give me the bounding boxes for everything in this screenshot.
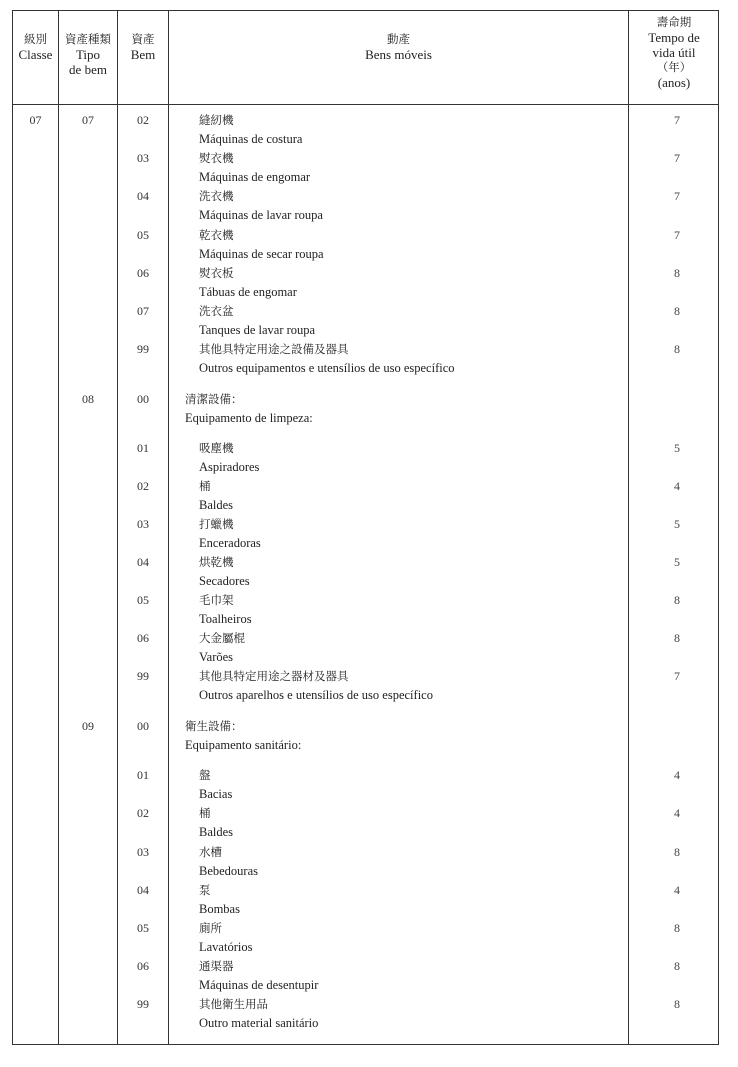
bem-code: 99 [137,342,149,356]
bem-code: 03 [137,151,149,165]
item-name-pt: Tanques de lavar roupa [199,323,316,337]
tipo-code: 08 [82,392,94,406]
item-name-zh: 打蠟機 [199,517,234,531]
item-name-zh: 洗衣盆 [199,304,234,318]
header-vida-util [629,15,719,90]
vida-util-value: 8 [674,959,680,973]
vida-util-value: 8 [674,631,680,645]
item-name-zh: 其他具特定用途之設備及器具 [199,342,349,356]
group-heading-zh: 衛生設備： [185,719,243,733]
bem-code: 02 [137,479,149,493]
vida-util-value: 7 [674,113,680,127]
item-name-zh: 縫紉機 [199,113,234,127]
bem-code: 06 [137,959,149,973]
header-vida-pt2: vida útil [652,45,696,60]
bem-code: 05 [137,593,149,607]
header-tipo-zh: 資產種類 [65,32,111,46]
item-name-zh: 吸塵機 [199,441,234,455]
bem-code: 03 [137,517,149,531]
vida-util-value: 8 [674,342,680,356]
vida-util-value: 8 [674,845,680,859]
bem-code: 05 [137,921,149,935]
item-name-pt: Toalheiros [199,612,252,626]
item-name-pt: Outros aparelhos e utensílios de uso específico [199,688,433,702]
item-name-pt: Enceradoras [199,536,261,550]
group-heading-pt: Equipamento sanitário: [185,738,302,752]
classe-code: 07 [29,113,42,127]
item-name-zh: 泵 [199,883,211,897]
header-bens-moveis [169,32,628,62]
bem-code: 04 [137,555,149,569]
bem-code: 01 [137,441,149,455]
item-name-zh: 洗衣機 [199,189,234,203]
item-name-zh: 廁所 [199,921,222,935]
header-movel-pt: Bens móveis [365,47,432,62]
bem-code: 02 [137,806,149,820]
vida-util-value: 8 [674,266,680,280]
item-name-pt: Outros equipamentos e utensílios de uso específico [199,361,455,375]
tipo-code: 09 [82,719,94,733]
group-heading-pt: Equipamento de limpeza: [185,411,313,425]
item-name-pt: Outro material sanitário [199,1016,319,1030]
header-vida-unit-pt: (anos) [657,75,691,90]
item-name-pt: Máquinas de desentupir [199,978,319,992]
item-name-zh: 其他衛生用品 [199,997,268,1011]
bem-code: 06 [137,631,149,645]
vida-util-value: 8 [674,997,680,1011]
item-name-pt: Baldes [199,498,234,512]
header-classe-zh: 級別 [24,32,47,46]
item-name-pt: Tábuas de engomar [199,285,297,299]
item-name-pt: Máquinas de engomar [199,170,311,184]
item-name-zh: 桶 [199,479,211,493]
item-name-pt: Bebedouras [199,864,259,878]
bem-code: 01 [137,768,149,782]
vida-util-value: 5 [674,517,680,531]
vida-util-value: 8 [674,593,680,607]
vida-util-value: 7 [674,228,680,242]
item-name-pt: Secadores [199,574,250,588]
header-movel-zh: 動產 [387,32,410,46]
item-name-pt: Bombas [199,902,240,916]
item-name-zh: 盤 [199,768,211,782]
item-name-pt: Baldes [199,825,234,839]
group-heading-zh: 清潔設備： [185,392,243,406]
vida-util-value: 8 [674,304,680,318]
item-name-zh: 桶 [199,806,211,820]
item-name-zh: 其他具特定用途之器材及器具 [199,669,349,683]
item-name-zh: 水槽 [199,845,222,859]
vida-util-value: 5 [674,555,680,569]
header-bem-pt: Bem [130,47,156,62]
bem-code: 03 [137,845,149,859]
header-bem-zh: 資產 [131,32,155,46]
header-classe-pt: Classe [18,47,53,62]
bem-code: 05 [137,228,149,242]
item-name-zh: 乾衣機 [199,228,234,242]
header-vida-pt1: Tempo de [648,30,700,45]
vida-util-value: 4 [674,806,680,820]
bem-code: 00 [137,392,149,406]
vida-util-value: 7 [674,151,680,165]
bem-code: 99 [137,997,149,1011]
header-tipo-pt2: de bem [69,62,107,77]
header-tipo-pt1: Tipo [75,47,101,62]
vida-util-value: 8 [674,921,680,935]
vida-util-value: 4 [674,883,680,897]
bem-code: 99 [137,669,149,683]
item-name-pt: Máquinas de costura [199,132,303,146]
item-name-zh: 大金屬棍 [199,631,245,645]
header-tipo [59,32,117,77]
column-divider [168,10,169,1045]
vida-util-value: 4 [674,768,680,782]
header-vida-unit-zh: （年） [656,60,692,74]
bem-code: 04 [137,189,149,203]
item-name-pt: Bacias [199,787,233,801]
item-name-pt: Aspiradores [199,460,260,474]
bem-code: 02 [137,113,149,127]
header-bem [118,32,168,62]
column-divider [628,10,629,1045]
vida-util-value: 4 [674,479,680,493]
header-vida-zh: 壽命期 [656,15,692,29]
header-classe [13,32,58,62]
tipo-code: 07 [82,113,94,127]
bem-code: 04 [137,883,149,897]
item-name-zh: 通渠器 [199,959,234,973]
vida-util-value: 7 [674,189,680,203]
item-name-zh: 毛巾架 [199,593,234,607]
header-divider [12,104,719,105]
bem-code: 07 [137,304,149,318]
item-name-zh: 熨衣機 [199,151,234,165]
bem-code: 06 [137,266,149,280]
item-name-zh: 熨衣板 [199,266,234,280]
item-name-pt: Máquinas de secar roupa [199,247,324,261]
vida-util-value: 7 [674,669,680,683]
item-name-pt: Lavatórios [199,940,253,954]
column-divider [58,10,59,1045]
item-name-zh: 烘乾機 [199,555,234,569]
item-name-pt: Máquinas de lavar roupa [199,208,323,222]
item-name-pt: Varões [199,650,234,664]
vida-util-value: 5 [674,441,680,455]
bem-code: 00 [137,719,149,733]
